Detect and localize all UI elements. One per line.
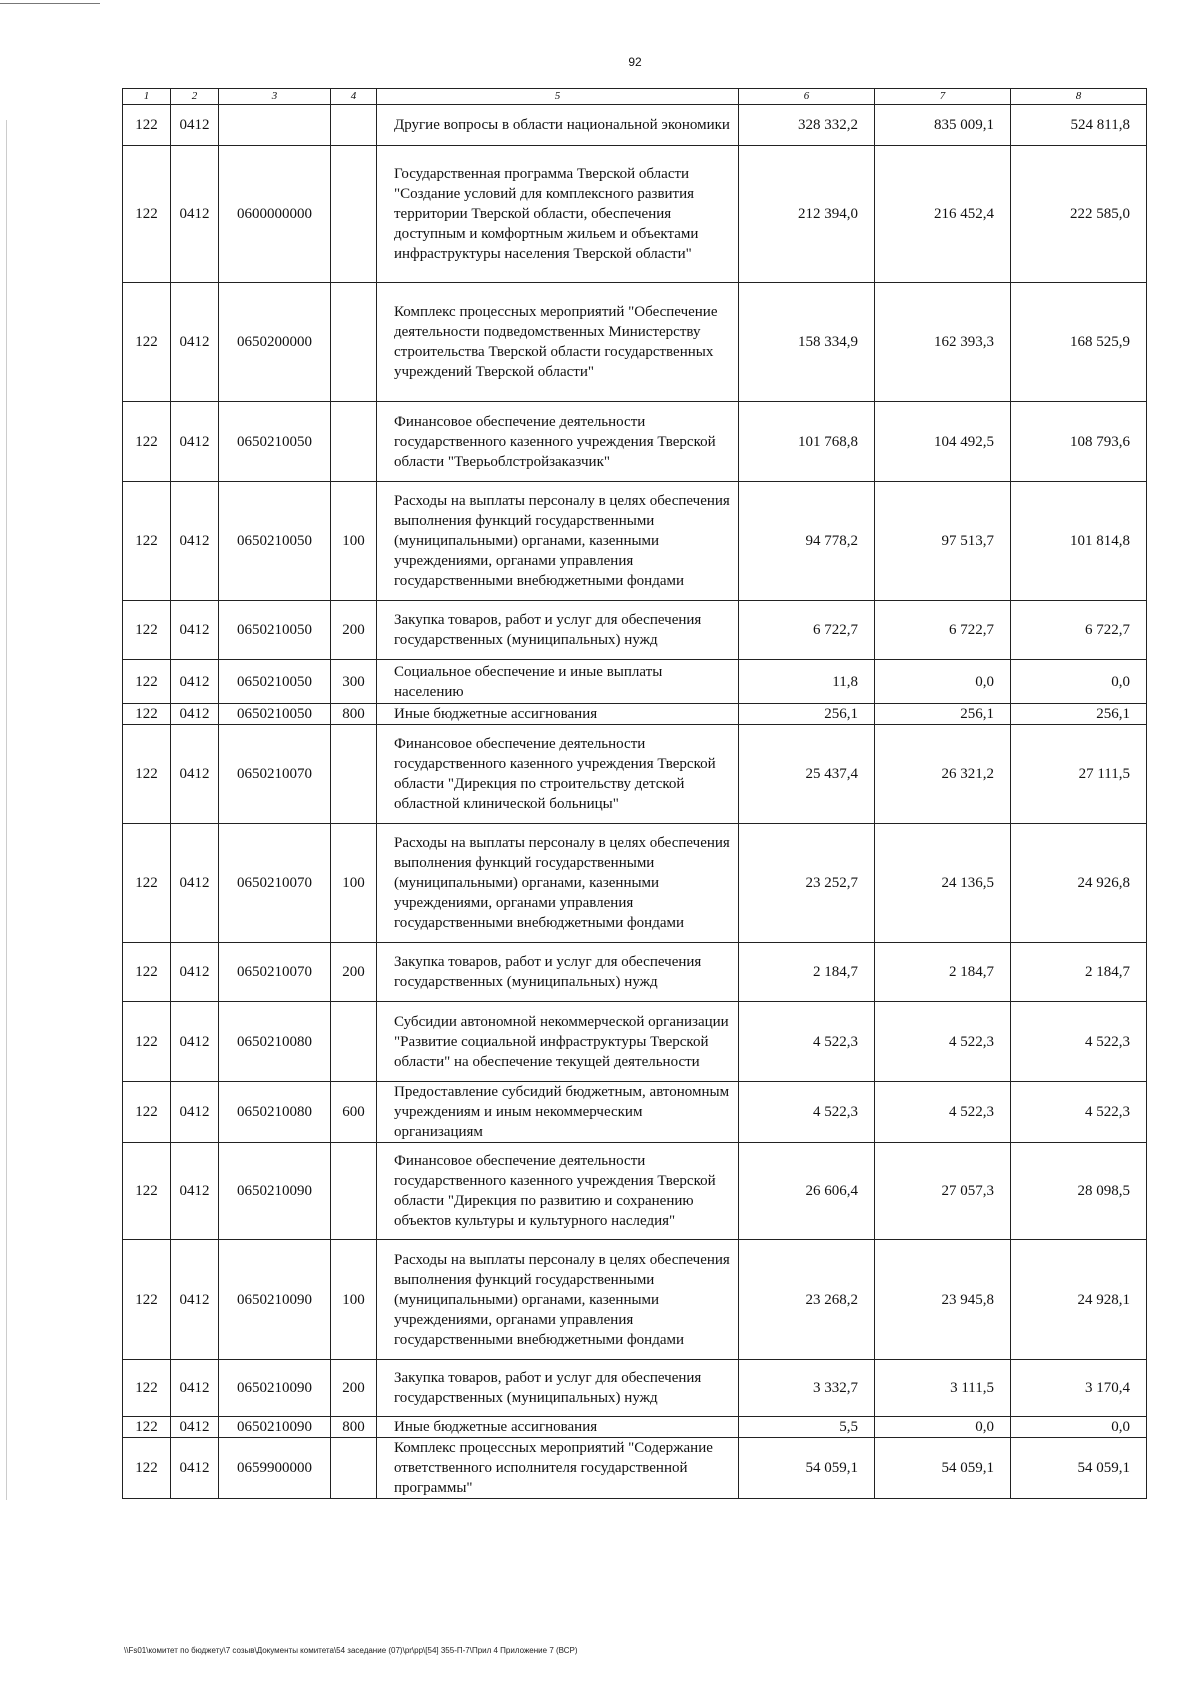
cell-description: Финансовое обеспечение деятельности государственного казенного учреждения Тверской области "Тверьоблстройзаказчик" xyxy=(377,402,739,482)
table-row xyxy=(123,943,1147,1002)
cell-amount-col7: 104 492,5 xyxy=(875,402,1011,482)
cell-description: Закупка товаров, работ и услуг для обеспечения государственных (муниципальных) нужд xyxy=(377,601,739,660)
cell-ministry-code: 122 xyxy=(123,283,171,402)
cell-expense-type xyxy=(331,1002,377,1082)
cell-target-code: 0650210050 xyxy=(219,402,331,482)
cell-amount-col7: 4 522,3 xyxy=(875,1002,1011,1082)
table-row xyxy=(123,283,1147,402)
header-cell: 2 xyxy=(171,89,219,105)
cell-ministry-code: 122 xyxy=(123,1240,171,1360)
cell-target-code: 0659900000 xyxy=(219,1438,331,1499)
cell-amount-col6: 94 778,2 xyxy=(739,482,875,601)
cell-ministry-code: 122 xyxy=(123,402,171,482)
table-row xyxy=(123,1143,1147,1240)
cell-description: Финансовое обеспечение деятельности государственного казенного учреждения Тверской области "Дирекция по развитию и сохранению объектов культуры и культурного наследия" xyxy=(377,1143,739,1240)
cell-ministry-code: 122 xyxy=(123,943,171,1002)
cell-amount-col7: 27 057,3 xyxy=(875,1143,1011,1240)
cell-amount-col6: 4 522,3 xyxy=(739,1002,875,1082)
cell-amount-col6: 25 437,4 xyxy=(739,725,875,824)
cell-expense-type: 800 xyxy=(331,704,377,725)
cell-target-code xyxy=(219,105,331,146)
cell-description: Социальное обеспечение и иные выплаты населению xyxy=(377,660,739,704)
cell-description: Иные бюджетные ассигнования xyxy=(377,1417,739,1438)
cell-amount-col8: 54 059,1 xyxy=(1011,1438,1147,1499)
cell-section-code: 0412 xyxy=(171,105,219,146)
cell-amount-col6: 4 522,3 xyxy=(739,1082,875,1143)
cell-expense-type: 300 xyxy=(331,660,377,704)
cell-expense-type: 600 xyxy=(331,1082,377,1143)
table-row xyxy=(123,704,1147,725)
cell-amount-col8: 108 793,6 xyxy=(1011,402,1147,482)
cell-amount-col6: 11,8 xyxy=(739,660,875,704)
cell-expense-type xyxy=(331,402,377,482)
footer-file-path: \\Fs01\комитет по бюджету\7 созыв\Документы комитета\54 заседание (07)\pr\pp\[54] 355-П-7\Прил 4 Приложение 7 (ВСР) xyxy=(124,1646,578,1655)
cell-ministry-code: 122 xyxy=(123,105,171,146)
cell-amount-col7: 54 059,1 xyxy=(875,1438,1011,1499)
cell-amount-col8: 28 098,5 xyxy=(1011,1143,1147,1240)
header-cell: 8 xyxy=(1011,89,1147,105)
cell-section-code: 0412 xyxy=(171,1360,219,1417)
cell-section-code: 0412 xyxy=(171,482,219,601)
table-row xyxy=(123,482,1147,601)
cell-amount-col6: 2 184,7 xyxy=(739,943,875,1002)
cell-amount-col6: 23 268,2 xyxy=(739,1240,875,1360)
cell-section-code: 0412 xyxy=(171,283,219,402)
cell-description: Закупка товаров, работ и услуг для обеспечения государственных (муниципальных) нужд xyxy=(377,1360,739,1417)
cell-description: Другие вопросы в области национальной экономики xyxy=(377,105,739,146)
cell-amount-col7: 2 184,7 xyxy=(875,943,1011,1002)
cell-target-code: 0650210050 xyxy=(219,482,331,601)
cell-ministry-code: 122 xyxy=(123,660,171,704)
cell-description: Закупка товаров, работ и услуг для обеспечения государственных (муниципальных) нужд xyxy=(377,943,739,1002)
cell-amount-col8: 27 111,5 xyxy=(1011,725,1147,824)
cell-amount-col7: 26 321,2 xyxy=(875,725,1011,824)
cell-amount-col8: 24 926,8 xyxy=(1011,824,1147,943)
cell-target-code: 0650210050 xyxy=(219,660,331,704)
cell-section-code: 0412 xyxy=(171,146,219,283)
cell-amount-col7: 0,0 xyxy=(875,660,1011,704)
cell-description: Комплекс процессных мероприятий "Содержание ответственного исполнителя государственной программы" xyxy=(377,1438,739,1499)
cell-section-code: 0412 xyxy=(171,1082,219,1143)
budget-table xyxy=(122,88,1147,1499)
table-row xyxy=(123,1360,1147,1417)
cell-ministry-code: 122 xyxy=(123,1143,171,1240)
table-row xyxy=(123,146,1147,283)
cell-amount-col7: 23 945,8 xyxy=(875,1240,1011,1360)
cell-section-code: 0412 xyxy=(171,1002,219,1082)
cell-description: Комплекс процессных мероприятий "Обеспечение деятельности подведомственных Министерству строительства Тверской области государственных учреждений Тверской области" xyxy=(377,283,739,402)
header-cell: 7 xyxy=(875,89,1011,105)
cell-amount-col8: 0,0 xyxy=(1011,1417,1147,1438)
cell-amount-col6: 54 059,1 xyxy=(739,1438,875,1499)
cell-amount-col8: 168 525,9 xyxy=(1011,283,1147,402)
cell-target-code: 0650210050 xyxy=(219,601,331,660)
cell-ministry-code: 122 xyxy=(123,482,171,601)
cell-target-code: 0650210080 xyxy=(219,1002,331,1082)
cell-ministry-code: 122 xyxy=(123,1082,171,1143)
table-row xyxy=(123,1240,1147,1360)
header-cell: 6 xyxy=(739,89,875,105)
cell-expense-type xyxy=(331,1438,377,1499)
table-row xyxy=(123,824,1147,943)
header-cell: 3 xyxy=(219,89,331,105)
cell-target-code: 0600000000 xyxy=(219,146,331,283)
cell-amount-col8: 524 811,8 xyxy=(1011,105,1147,146)
cell-description: Предоставление субсидий бюджетным, автономным учреждениям и иным некоммерческим организациям xyxy=(377,1082,739,1143)
budget-table-container xyxy=(122,88,1146,1499)
cell-target-code: 0650210050 xyxy=(219,704,331,725)
cell-target-code: 0650210070 xyxy=(219,725,331,824)
cell-amount-col6: 23 252,7 xyxy=(739,824,875,943)
cell-amount-col6: 6 722,7 xyxy=(739,601,875,660)
cell-amount-col7: 162 393,3 xyxy=(875,283,1011,402)
table-row xyxy=(123,1417,1147,1438)
cell-amount-col8: 101 814,8 xyxy=(1011,482,1147,601)
column-number-header xyxy=(123,89,1147,105)
table-row xyxy=(123,725,1147,824)
cell-expense-type: 200 xyxy=(331,943,377,1002)
header-cell: 1 xyxy=(123,89,171,105)
cell-amount-col7: 4 522,3 xyxy=(875,1082,1011,1143)
cell-description: Финансовое обеспечение деятельности государственного казенного учреждения Тверской области "Дирекция по строительству детской областной клинической больницы" xyxy=(377,725,739,824)
table-row xyxy=(123,1082,1147,1143)
table-row xyxy=(123,660,1147,704)
cell-target-code: 0650210080 xyxy=(219,1082,331,1143)
scan-mark-left-edge xyxy=(6,120,7,1500)
cell-amount-col6: 158 334,9 xyxy=(739,283,875,402)
header-cell: 5 xyxy=(377,89,739,105)
cell-section-code: 0412 xyxy=(171,402,219,482)
cell-expense-type: 100 xyxy=(331,482,377,601)
cell-expense-type xyxy=(331,1143,377,1240)
cell-section-code: 0412 xyxy=(171,1143,219,1240)
cell-ministry-code: 122 xyxy=(123,146,171,283)
cell-expense-type: 800 xyxy=(331,1417,377,1438)
cell-expense-type: 100 xyxy=(331,1240,377,1360)
table-row xyxy=(123,402,1147,482)
cell-amount-col7: 3 111,5 xyxy=(875,1360,1011,1417)
cell-description: Расходы на выплаты персоналу в целях обеспечения выполнения функций государственными (муниципальными) органами, казенными учреждениями, органами управления государственными внебюджетными фондами xyxy=(377,824,739,943)
cell-section-code: 0412 xyxy=(171,1438,219,1499)
cell-ministry-code: 122 xyxy=(123,601,171,660)
cell-amount-col8: 222 585,0 xyxy=(1011,146,1147,283)
cell-amount-col6: 5,5 xyxy=(739,1417,875,1438)
cell-target-code: 0650210090 xyxy=(219,1240,331,1360)
cell-target-code: 0650210090 xyxy=(219,1360,331,1417)
cell-ministry-code: 122 xyxy=(123,1417,171,1438)
cell-amount-col6: 101 768,8 xyxy=(739,402,875,482)
header-cell: 4 xyxy=(331,89,377,105)
cell-expense-type xyxy=(331,146,377,283)
cell-ministry-code: 122 xyxy=(123,704,171,725)
cell-amount-col7: 6 722,7 xyxy=(875,601,1011,660)
cell-section-code: 0412 xyxy=(171,704,219,725)
cell-expense-type: 100 xyxy=(331,824,377,943)
page-number: 92 xyxy=(628,55,642,69)
cell-amount-col8: 2 184,7 xyxy=(1011,943,1147,1002)
cell-description: Расходы на выплаты персоналу в целях обеспечения выполнения функций государственными (муниципальными) органами, казенными учреждениями, органами управления государственными внебюджетными фондами xyxy=(377,1240,739,1360)
cell-expense-type: 200 xyxy=(331,601,377,660)
cell-amount-col8: 3 170,4 xyxy=(1011,1360,1147,1417)
cell-section-code: 0412 xyxy=(171,943,219,1002)
cell-amount-col8: 4 522,3 xyxy=(1011,1002,1147,1082)
cell-description: Государственная программа Тверской области "Создание условий для комплексного развития территории Тверской области, обеспечения доступным и комфортным жильем и объектами инфраструктуры населения Тверской области" xyxy=(377,146,739,283)
table-row xyxy=(123,1002,1147,1082)
cell-amount-col7: 0,0 xyxy=(875,1417,1011,1438)
budget-table-body xyxy=(123,89,1147,1499)
table-row xyxy=(123,1438,1147,1499)
cell-amount-col7: 835 009,1 xyxy=(875,105,1011,146)
scan-mark-top-left xyxy=(0,3,100,4)
cell-amount-col6: 26 606,4 xyxy=(739,1143,875,1240)
cell-amount-col8: 256,1 xyxy=(1011,704,1147,725)
cell-expense-type xyxy=(331,105,377,146)
cell-amount-col8: 0,0 xyxy=(1011,660,1147,704)
cell-section-code: 0412 xyxy=(171,1240,219,1360)
cell-amount-col8: 24 928,1 xyxy=(1011,1240,1147,1360)
cell-amount-col7: 216 452,4 xyxy=(875,146,1011,283)
cell-amount-col7: 97 513,7 xyxy=(875,482,1011,601)
cell-amount-col8: 4 522,3 xyxy=(1011,1082,1147,1143)
table-row xyxy=(123,105,1147,146)
cell-ministry-code: 122 xyxy=(123,1360,171,1417)
cell-expense-type: 200 xyxy=(331,1360,377,1417)
cell-description: Иные бюджетные ассигнования xyxy=(377,704,739,725)
cell-section-code: 0412 xyxy=(171,601,219,660)
cell-amount-col6: 256,1 xyxy=(739,704,875,725)
cell-description: Расходы на выплаты персоналу в целях обеспечения выполнения функций государственными (муниципальными) органами, казенными учреждениями, органами управления государственными внебюджетными фондами xyxy=(377,482,739,601)
cell-amount-col6: 328 332,2 xyxy=(739,105,875,146)
cell-amount-col6: 3 332,7 xyxy=(739,1360,875,1417)
cell-expense-type xyxy=(331,283,377,402)
cell-ministry-code: 122 xyxy=(123,725,171,824)
cell-target-code: 0650200000 xyxy=(219,283,331,402)
cell-ministry-code: 122 xyxy=(123,1002,171,1082)
cell-amount-col8: 6 722,7 xyxy=(1011,601,1147,660)
cell-target-code: 0650210070 xyxy=(219,824,331,943)
cell-amount-col6: 212 394,0 xyxy=(739,146,875,283)
cell-section-code: 0412 xyxy=(171,725,219,824)
cell-section-code: 0412 xyxy=(171,824,219,943)
cell-description: Субсидии автономной некоммерческой организации "Развитие социальной инфраструктуры Тверской области" на обеспечение текущей деятельности xyxy=(377,1002,739,1082)
cell-ministry-code: 122 xyxy=(123,824,171,943)
cell-ministry-code: 122 xyxy=(123,1438,171,1499)
cell-target-code: 0650210070 xyxy=(219,943,331,1002)
table-row xyxy=(123,601,1147,660)
cell-section-code: 0412 xyxy=(171,1417,219,1438)
cell-target-code: 0650210090 xyxy=(219,1143,331,1240)
cell-amount-col7: 24 136,5 xyxy=(875,824,1011,943)
cell-section-code: 0412 xyxy=(171,660,219,704)
cell-expense-type xyxy=(331,725,377,824)
cell-amount-col7: 256,1 xyxy=(875,704,1011,725)
cell-target-code: 0650210090 xyxy=(219,1417,331,1438)
